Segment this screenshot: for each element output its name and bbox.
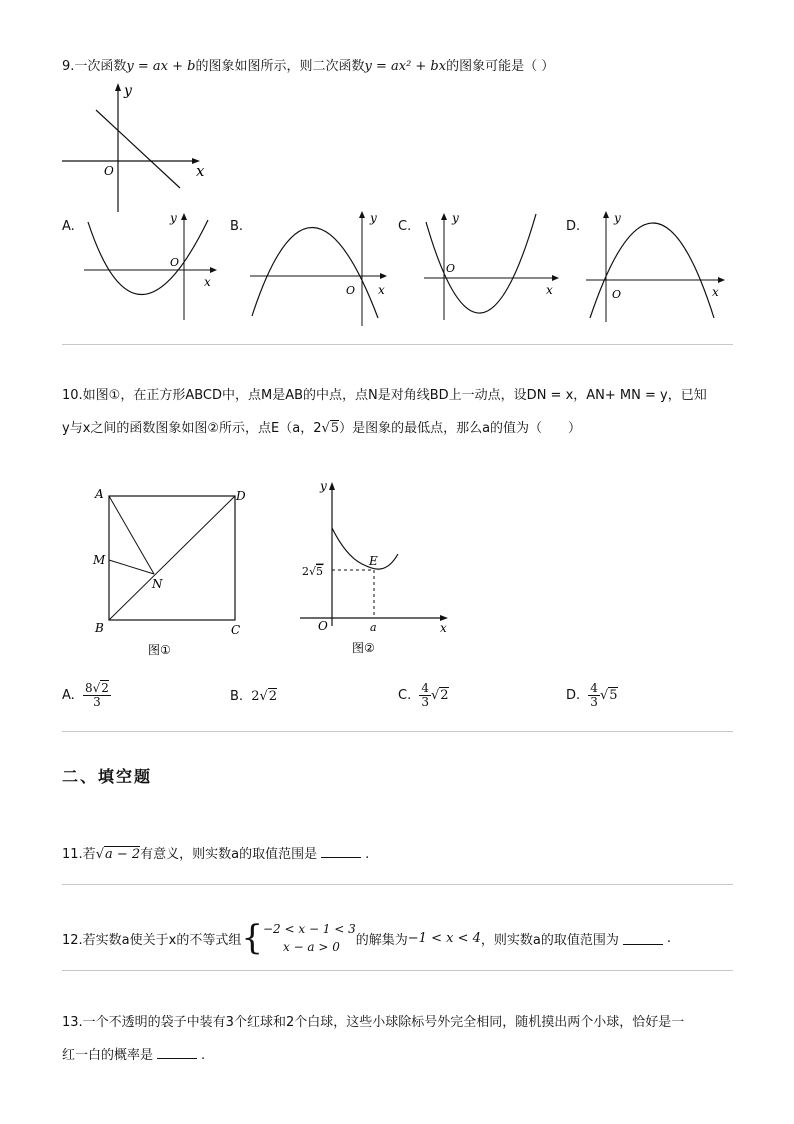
y-axis-arrow-icon [603,211,609,218]
q9-stem: 9.一次函数y = ax + b的图象如图所示，则二次函数y = ax² + bx的图象可能是（ ） [62,59,555,74]
q9-option-b-label[interactable]: B. [230,219,244,234]
q10-option-d[interactable]: D. $\frac{4}{3}$ √5 [566,681,618,709]
brace-icon: { [241,918,263,958]
y-axis-arrow-icon [329,482,335,490]
svg-text:a: a [370,621,377,634]
answer-blank[interactable] [157,1046,197,1059]
q10-stem-line1: 10.如图①，在正方形ABCD中，点M是AB的中点，点N是对角线BD上一动点，设DN = x，AN+ MN = y，已知 [62,388,707,403]
svg-text:O: O [612,288,622,301]
svg-text:B: B [95,621,104,635]
svg-text:C: C [231,623,241,637]
answer-blank[interactable] [321,845,361,858]
q13-stem-line2: 红一白的概率是 . [62,1048,206,1063]
svg-text:2√5: 2√5 [302,565,324,578]
q10-stem-line2: y与x之间的函数图象如图②所示，点E（a，2√5）是图象的最低点，那么a的值为（ ） [62,421,582,436]
q9-option-d-graph[interactable] [584,208,734,326]
y-axis-arrow-icon [115,83,121,91]
x-axis-arrow-icon [718,277,725,283]
svg-text:y: y [452,211,459,225]
divider [62,344,733,345]
q9-option-a-graph[interactable] [80,208,225,323]
parabola [426,214,536,313]
svg-text:x: x [378,283,385,297]
q10-figure-square [90,484,260,659]
origin-label: O [104,164,114,178]
x-axis-arrow-icon [210,267,217,273]
svg-text:E: E [369,554,378,568]
svg-text:x: x [546,283,553,297]
svg-text:A: A [95,487,104,501]
parabola [88,220,208,295]
function-curve [332,528,398,569]
divider [62,731,733,732]
svg-text:M: M [93,553,106,567]
divider [62,970,733,971]
figure-caption-2: 图② [352,641,375,655]
parabola [252,227,378,318]
q9-option-d-label[interactable]: D. [566,219,581,234]
q10-option-c[interactable]: C. $\frac{4}{3}$ √2 [398,681,449,709]
svg-text:y: y [320,479,327,493]
x-axis-arrow-icon [380,273,387,279]
svg-text:y: y [170,211,177,225]
svg-text:x: x [440,621,447,635]
x-label: x [196,162,205,180]
q13-stem-line1: 13.一个不透明的袋子中装有3个红球和2个白球，这些小球除标号外完全相同，随机摸出两个小球，恰好是一 [62,1015,685,1030]
svg-text:x: x [712,285,719,299]
y-axis-arrow-icon [441,213,447,220]
x-axis-arrow-icon [552,275,559,281]
q12-stem: 12.若实数a使关于x的不等式组 { −2 < x − 1 < 3 x − a > 0 的解集为 −1 < x < 4 ，则实数a的取值范围为 . [62,918,671,958]
svg-text:N: N [152,577,163,591]
q11-stem: 11.若√a − 2有意义，则实数a的取值范围是 . [62,847,370,862]
svg-text:D: D [236,489,246,503]
section-title: 二、填空题 [62,767,153,786]
svg-text:O: O [346,284,356,297]
svg-text:y: y [614,211,621,225]
q10-option-b[interactable]: B. 2√2 [230,689,278,704]
q9-option-c-label[interactable]: C. [398,219,412,234]
diagonal-bd [109,496,235,620]
svg-text:x: x [204,275,211,289]
inequality-system: −2 < x − 1 < 3 x − a > 0 [262,922,356,954]
y-label: y [124,83,132,99]
parabola [590,223,714,318]
svg-text:O: O [318,619,328,633]
q9-linear-graph [60,80,210,215]
divider [62,884,733,885]
q10-option-a[interactable]: A. $\frac{8√2}{3}$ [62,681,109,709]
figure-caption-1: 图① [148,643,171,657]
q9-option-b-graph[interactable] [246,208,396,328]
svg-text:O: O [446,262,456,275]
svg-text:y: y [370,211,377,225]
q10-figure-graph [298,476,458,658]
y-axis-arrow-icon [359,211,365,218]
q9-option-c-graph[interactable] [416,208,566,323]
svg-text:O: O [170,256,180,269]
q9-option-a-label[interactable]: A. [62,219,75,234]
answer-blank[interactable] [623,932,663,945]
y-axis-arrow-icon [181,213,187,220]
